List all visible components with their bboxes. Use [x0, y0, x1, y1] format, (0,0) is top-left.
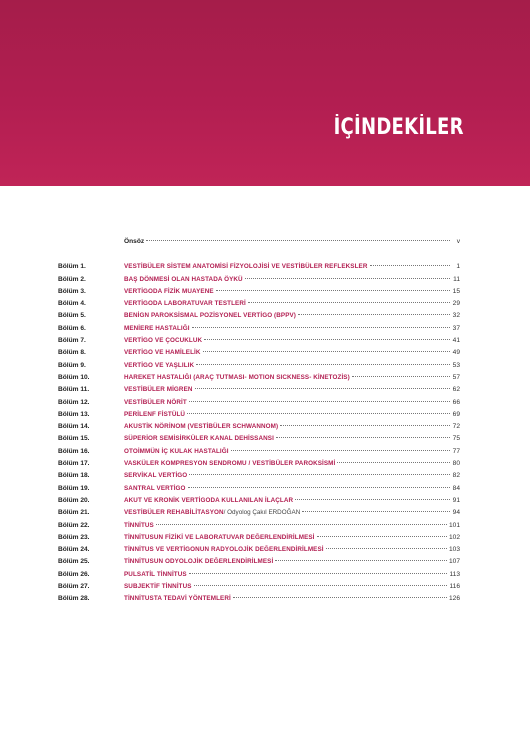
chapter-title: VERTİGO VE ÇOCUKLUK — [124, 337, 203, 345]
dot-leader — [248, 302, 450, 303]
dot-leader — [352, 376, 450, 377]
chapter-title: HAREKET HASTALIĞI (ARAÇ TUTMASI- MOTION SICKNESS- KİNETOZİS) — [124, 373, 350, 381]
chapter-page: 37 — [452, 324, 460, 332]
dot-leader — [187, 413, 450, 414]
chapter-label: Bölüm 21. — [58, 509, 90, 517]
toc-entry[interactable] — [58, 569, 460, 581]
chapter-label: Bölüm 25. — [58, 558, 90, 566]
chapter-label: Bölüm 26. — [58, 570, 90, 578]
dot-leader — [337, 462, 450, 463]
toc-entry[interactable] — [58, 421, 460, 433]
dot-leader — [298, 314, 450, 315]
dot-leader — [276, 437, 450, 438]
chapter-page: 126 — [448, 595, 460, 603]
chapter-page: 94 — [452, 509, 460, 517]
dot-leader — [146, 240, 450, 241]
chapter-label: Bölüm 4. — [58, 300, 86, 308]
toc-entry[interactable] — [58, 470, 460, 482]
toc-entry[interactable] — [58, 495, 460, 507]
chapter-label: Bölüm 18. — [58, 472, 90, 480]
toc-entry[interactable] — [58, 556, 460, 568]
preface-entry[interactable] — [124, 236, 460, 248]
chapter-title: PERİLENF FİSTÜLÜ — [124, 410, 186, 418]
chapter-page: 103 — [448, 546, 460, 554]
toc-entry[interactable] — [58, 532, 460, 544]
chapter-page: 66 — [452, 398, 460, 406]
chapter-label: Bölüm 13. — [58, 410, 90, 418]
toc-entry[interactable] — [58, 397, 460, 409]
toc-entry[interactable] — [58, 581, 460, 593]
chapter-list — [58, 261, 460, 605]
chapter-page: 49 — [452, 349, 460, 357]
chapter-page: 75 — [452, 435, 460, 443]
page-title: İÇİNDEKİLER — [333, 115, 464, 140]
chapter-title: VERTİGODA LABORATUVAR TESTLERİ — [124, 300, 246, 308]
dot-leader — [216, 290, 450, 291]
toc-entry[interactable] — [58, 323, 460, 335]
dot-leader — [192, 327, 450, 328]
preface-page: v — [456, 238, 460, 245]
dot-leader — [275, 560, 447, 561]
chapter-page: 116 — [449, 583, 460, 591]
dot-leader — [196, 364, 450, 365]
chapter-label: Bölüm 1. — [58, 263, 86, 271]
toc-entry[interactable] — [58, 360, 460, 372]
chapter-label: Bölüm 7. — [58, 337, 86, 345]
toc-entry[interactable] — [58, 347, 460, 359]
chapter-title: TİNNİTUS — [124, 521, 154, 529]
chapter-title: SUBJEKTİF TİNNİTUS — [124, 583, 192, 591]
chapter-title: AKUSTİK NÖRİNOM (VESTİBÜLER SCHWANNOM) — [124, 423, 279, 431]
chapter-page: 113 — [449, 570, 460, 578]
preface-title: Önsöz — [124, 238, 145, 245]
chapter-title: TİNNİTUSUN FİZİKİ VE LABORATUVAR DEĞERLENDİRİLMESİ — [124, 533, 315, 541]
chapter-label: Bölüm 10. — [58, 373, 90, 381]
chapter-label: Bölüm 14. — [58, 423, 90, 431]
chapter-label: Bölüm 5. — [58, 312, 86, 320]
dot-leader — [295, 499, 450, 500]
chapter-page: 53 — [452, 361, 460, 369]
chapter-label: Bölüm 2. — [58, 275, 86, 283]
chapter-title: TİNNİTUS VE VERTİGONUN RADYOLOJİK DEĞERLENDİRİLMESİ — [124, 546, 324, 554]
toc-entry[interactable] — [58, 335, 460, 347]
dot-leader — [231, 450, 450, 451]
toc-entry[interactable] — [58, 261, 460, 273]
dot-leader — [195, 388, 450, 389]
chapter-label: Bölüm 27. — [58, 583, 90, 591]
dot-leader — [233, 597, 447, 598]
chapter-title: VASKÜLER KOMPRESYON SENDROMU / VESTİBÜLER PAROKSİSMİ — [124, 460, 336, 468]
chapter-title: TİNNİTUSTA TEDAVİ YÖNTEMLERİ — [124, 595, 231, 603]
header-banner — [0, 0, 530, 186]
chapter-label: Bölüm 28. — [58, 595, 90, 603]
chapter-page: 77 — [452, 447, 460, 455]
dot-leader — [189, 573, 448, 574]
toc-entry[interactable] — [58, 409, 460, 421]
dot-leader — [189, 474, 450, 475]
chapter-title: VERTİGODA FİZİK MUAYENE — [124, 287, 214, 295]
chapter-page: 101 — [448, 521, 460, 529]
toc-entry[interactable] — [58, 433, 460, 445]
chapter-label: Bölüm 23. — [58, 533, 90, 541]
toc-entry[interactable] — [58, 544, 460, 556]
dot-leader — [188, 487, 450, 488]
chapter-title: SÜPERİOR SEMİSİRKÜLER KANAL DEHİSSANSI — [124, 435, 274, 443]
toc-entry[interactable] — [58, 384, 460, 396]
dot-leader — [189, 401, 450, 402]
dot-leader — [317, 536, 447, 537]
chapter-title: VERTİGO VE HAMİLELİK — [124, 349, 201, 357]
toc-entry[interactable] — [58, 274, 460, 286]
chapter-label: Bölüm 15. — [58, 435, 90, 443]
toc-entry[interactable] — [58, 520, 460, 532]
chapter-label: Bölüm 19. — [58, 484, 90, 492]
chapter-title: BAŞ DÖNMESİ OLAN HASTADA ÖYKÜ — [124, 275, 243, 283]
chapter-page: 69 — [452, 410, 460, 418]
dot-leader — [204, 339, 450, 340]
dot-leader — [302, 511, 450, 512]
chapter-label: Bölüm 9. — [58, 361, 86, 369]
toc-entry[interactable] — [58, 507, 460, 519]
chapter-title: PULSATİL TİNNİTUS — [124, 570, 187, 578]
toc-entry[interactable] — [58, 298, 460, 310]
toc-entry[interactable] — [58, 593, 460, 605]
chapter-title: VERTİGO VE YAŞLILIK — [124, 361, 195, 369]
dot-leader — [245, 278, 450, 279]
chapter-title: MENİERE HASTALIĞI — [124, 324, 190, 332]
dot-leader — [326, 548, 447, 549]
toc-entry[interactable] — [58, 310, 460, 322]
chapter-title: VESTİBÜLER NÖRİT — [124, 398, 187, 406]
chapter-page: 91 — [452, 496, 460, 504]
chapter-title: SANTRAL VERTİGO — [124, 484, 186, 492]
chapter-label: Bölüm 6. — [58, 324, 86, 332]
chapter-page: 72 — [452, 423, 460, 431]
chapter-title: TİNNİTUSUN ODYOLOJİK DEĞERLENDİRİLMESİ — [124, 558, 274, 566]
chapter-label: Bölüm 16. — [58, 447, 90, 455]
chapter-label: Bölüm 17. — [58, 460, 90, 468]
chapter-label: Bölüm 22. — [58, 521, 90, 529]
chapter-title: BENİGN PAROKSİSMAL POZİSYONEL VERTİGO (BPPV) — [124, 312, 296, 320]
chapter-label: Bölüm 20. — [58, 496, 90, 504]
toc-entry[interactable] — [58, 483, 460, 495]
chapter-page: 57 — [452, 373, 460, 381]
toc-entry[interactable] — [58, 446, 460, 458]
dot-leader — [370, 265, 451, 266]
chapter-page: 107 — [448, 558, 460, 566]
toc-entry[interactable] — [58, 286, 460, 298]
chapter-page: 1 — [456, 263, 460, 271]
chapter-page: 15 — [452, 287, 460, 295]
chapter-page: 29 — [452, 300, 460, 308]
table-of-contents — [58, 236, 460, 606]
chapter-page: 84 — [452, 484, 460, 492]
dot-leader — [194, 585, 448, 586]
dot-leader — [203, 351, 450, 352]
chapter-page: 32 — [452, 312, 460, 320]
chapter-title: SERVİKAL VERTİGO — [124, 472, 188, 480]
chapter-page: 80 — [452, 460, 460, 468]
chapter-label: Bölüm 3. — [58, 287, 86, 295]
chapter-label: Bölüm 12. — [58, 398, 90, 406]
chapter-author: / Odyolog Çakıl ERDOĞAN — [223, 509, 301, 517]
chapter-title: OTOİMMÜN İÇ KULAK HASTALIĞI — [124, 447, 229, 455]
dot-leader — [280, 425, 450, 426]
chapter-title: AKUT VE KRONİK VERTİGODA KULLANILAN İLAÇLAR — [124, 496, 294, 504]
toc-entry[interactable] — [58, 458, 460, 470]
toc-entry[interactable] — [58, 372, 460, 384]
chapter-title: VESTİBÜLER SİSTEM ANATOMİSİ FİZYOLOJİSİ VE VESTİBÜLER REFLEKSLER — [124, 263, 368, 271]
chapter-page: 41 — [452, 337, 460, 345]
chapter-title: VESTİBÜLER REHABİLİTASYON — [124, 509, 224, 517]
dot-leader — [156, 524, 447, 525]
chapter-label: Bölüm 11. — [58, 386, 90, 394]
chapter-page: 11 — [453, 275, 460, 283]
chapter-title: VESTİBÜLER MİGREN — [124, 386, 193, 394]
chapter-page: 62 — [452, 386, 460, 394]
chapter-page: 82 — [452, 472, 460, 480]
chapter-page: 102 — [448, 533, 460, 541]
chapter-label: Bölüm 8. — [58, 349, 86, 357]
chapter-label: Bölüm 24. — [58, 546, 90, 554]
